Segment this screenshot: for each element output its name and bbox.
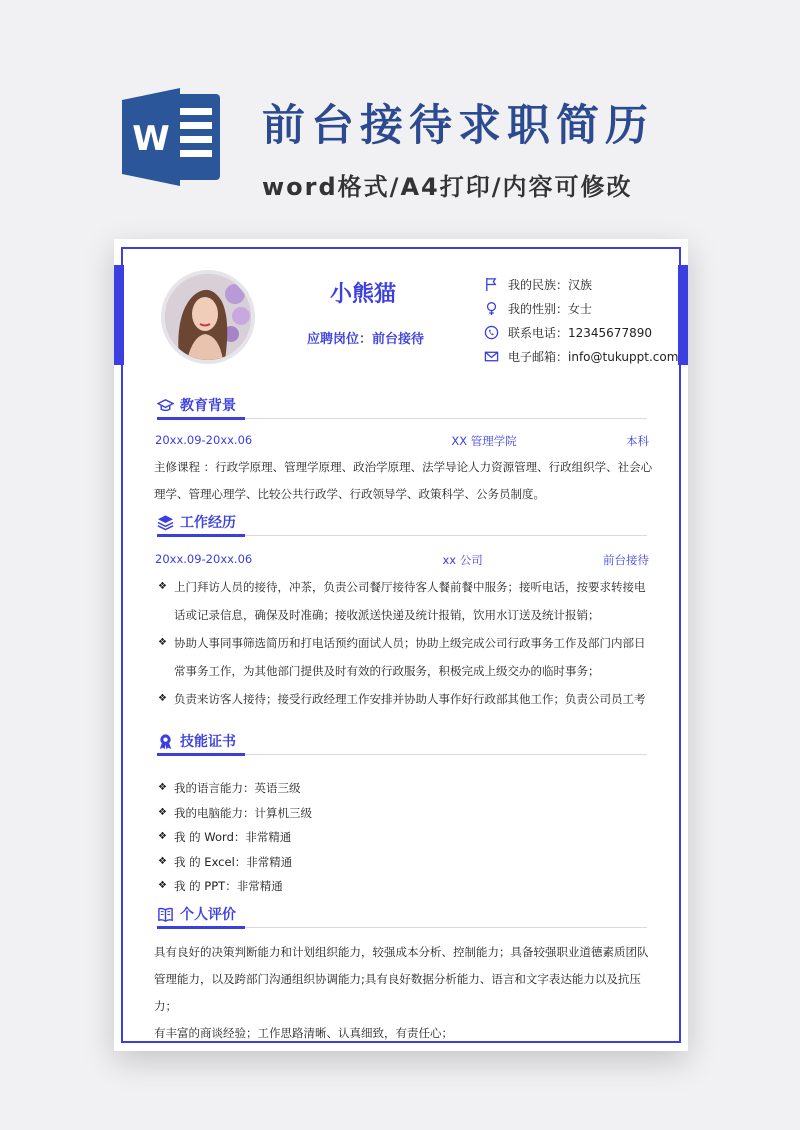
mail-icon: [484, 349, 499, 364]
skills-list: [158, 776, 652, 899]
evaluation-line: 具有良好的决策判断能力和计划组织能力，较强成本分析、控制能力；具备较强职业道德素质团队: [154, 945, 649, 959]
work-duties: [158, 573, 652, 713]
bullet-icon: ❖: [158, 637, 167, 648]
bullet-icon: ❖: [158, 880, 167, 891]
logo-letter: W: [132, 119, 170, 159]
skill-text: 我的电脑能力：计算机三级: [174, 805, 312, 820]
book-icon: [157, 906, 174, 923]
section-evaluation: [157, 904, 647, 928]
phone-icon: [484, 325, 499, 340]
list-item: [158, 573, 652, 629]
education-row: [155, 433, 649, 449]
duty-text: 协助人事同事筛选简历和打电话预约面试人员；协助上级完成公司行政事务工作及部门内部日常事务工作，为其他部门提供及时有效的行政服务，积极完成上级交办的临时事务；: [174, 636, 646, 678]
section-accent-line: [157, 534, 245, 537]
info-text: 我的性别：女士: [508, 301, 593, 316]
list-item: [158, 801, 652, 826]
evaluation-line: 管理能力，以及跨部门沟通组织协调能力;具有良好数据分析能力、语言和文字表达能力以及抗压力；: [154, 972, 641, 1013]
duty-text: 上门拜访人员的接待，冲茶，负责公司餐厅接待客人餐前餐中服务；接听电话，按要求转接电话或记录信息，确保及时准确；接收派送快递及统计报销，饮用水订送及统计报销；: [174, 580, 646, 622]
section-education: [157, 395, 647, 419]
education-school: XX 管理学院: [451, 434, 517, 448]
section-title: 个人评价: [180, 907, 236, 923]
skill-text: 我的语言能力：英语三级: [174, 781, 301, 795]
bullet-icon: ❖: [158, 831, 167, 842]
list-item: [158, 776, 652, 801]
section-title: 工作经历: [180, 515, 236, 531]
education-degree: 本科: [625, 434, 649, 448]
bullet-icon: ❖: [158, 581, 167, 592]
info-row-email[interactable]: [484, 344, 678, 368]
work-row: [155, 552, 649, 568]
info-text: 联系电话：12345677890: [508, 325, 652, 340]
section-accent-line: [157, 417, 245, 420]
flag-icon: [484, 277, 499, 292]
work-company: xx 公司: [442, 553, 483, 567]
bullet-icon: ❖: [158, 693, 167, 704]
section-accent-line: [157, 753, 245, 756]
award-icon: [157, 733, 174, 750]
graduation-cap-icon: [157, 397, 174, 414]
list-item: [158, 825, 652, 850]
education-courses: 主修课程 ：行政学原理、管理学原理、政治学原理、法学导论人力资源管理、行政组织学、社会心理学、管理心理学、比较公共行政学、行政领导学、政策科学、公务员制度。: [154, 460, 653, 501]
layers-icon: [157, 514, 174, 531]
work-date: 20xx.09-20xx.06: [155, 552, 253, 566]
evaluation-line: 有丰富的商谈经验；工作思路清晰、认真细致，有责任心；: [154, 1026, 453, 1040]
section-accent-line: [157, 926, 245, 929]
contact-info: [484, 272, 678, 368]
section-work: [157, 512, 647, 536]
info-row-gender: [484, 296, 678, 320]
skill-text: 我 的 PPT：非常精通: [174, 879, 283, 893]
evaluation-text: [154, 939, 654, 1047]
info-text: 我的民族：汉族: [508, 277, 593, 292]
list-item: [158, 685, 652, 713]
section-title: 技能证书: [180, 734, 236, 750]
skill-text: 我 的 Excel：非常精通: [174, 854, 293, 869]
education-date: 20xx.09-20xx.06: [155, 433, 253, 447]
section-skills: [157, 731, 647, 755]
bullet-icon: ❖: [158, 806, 167, 818]
applied-position: 应聘岗位：前台接待: [307, 332, 425, 347]
candidate-name: 小熊猫: [330, 282, 397, 307]
word-logo-icon: [118, 82, 228, 192]
female-icon: [484, 301, 499, 316]
avatar: [161, 270, 255, 364]
left-accent-bar: [114, 265, 124, 365]
page-title: 前台接待求职简历: [262, 101, 654, 151]
info-row-ethnicity: [484, 272, 678, 296]
list-item: [158, 629, 652, 685]
bullet-icon: ❖: [158, 782, 167, 793]
bullet-icon: ❖: [158, 855, 167, 867]
info-text: 电子邮箱：info@tukuppt.com: [508, 349, 679, 364]
list-item: [158, 850, 652, 875]
duty-text: 负责来访客人接待；接受行政经理工作安排并协助人事作好行政部其他工作；负责公司员工考: [174, 692, 646, 706]
section-title: 教育背景: [180, 398, 236, 414]
list-item: [158, 874, 652, 899]
work-role: 前台接待: [603, 553, 649, 567]
info-row-phone: [484, 320, 678, 344]
right-accent-bar: [678, 265, 688, 365]
resume-paper: [114, 239, 688, 1051]
skill-text: 我 的 Word：非常精通: [174, 830, 292, 844]
page-subtitle: word格式/A4打印/内容可修改: [262, 173, 633, 201]
